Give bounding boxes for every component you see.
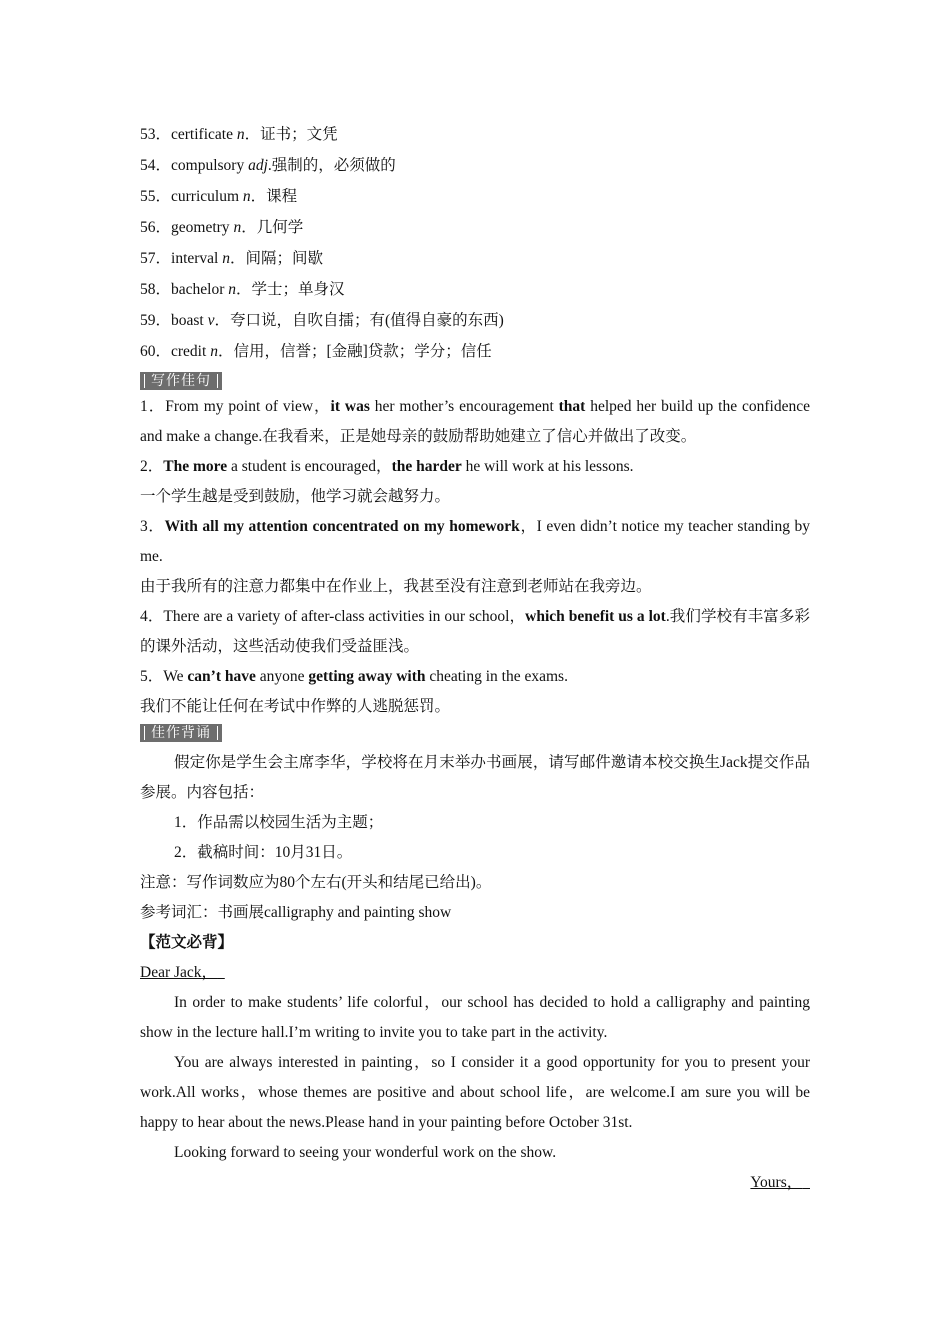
vocab-item: 55．curriculum n．课程: [140, 188, 298, 205]
sentences-section: [140, 392, 810, 722]
writing-task: [140, 748, 810, 928]
letter-closing: Yours，: [750, 1174, 803, 1191]
essay-paragraph: Looking forward to seeing your wonderful work on the show.: [174, 1144, 557, 1161]
document-page: [140, 122, 810, 1198]
letter-greeting: Dear Jack，: [140, 964, 218, 981]
vocab-item: 53．certificate n．证书；文凭: [140, 126, 338, 143]
vocab-item: 60．credit n．信用，信誉；[金融]贷款；学分；信任: [140, 343, 492, 360]
sentence-3: 3．With all my attention concentrated on my homework，I even didn’t notice my teacher standing by me.: [140, 518, 810, 565]
section-tag-writing-sentences: 写作佳句: [140, 372, 222, 390]
sentence-5: 5．We can’t have anyone getting away with cheating in the exams.: [140, 668, 568, 685]
vocab-item: 59．boast v．夸口说，自吹自擂；有(值得自豪的东西): [140, 312, 504, 329]
essay-paragraph: In order to make students’ life colorful，our school has decided to hold a calligraphy and painting show in the lecture hall.I’m writing to invite you to take part in the activity.: [140, 994, 810, 1041]
model-essay-heading: 【范文必背】: [140, 934, 234, 951]
task-item: 1．作品需以校园生活为主题；: [174, 814, 384, 831]
model-essay: [140, 928, 810, 1198]
task-prompt: 假定你是学生会主席李华，学校将在月末举办书画展，请写邮件邀请本校交换生Jack提交作品参展。内容包括：: [140, 754, 810, 801]
vocab-list: [140, 122, 810, 370]
task-reference-vocab: 参考词汇：书画展calligraphy and painting show: [140, 904, 452, 921]
section-tag-model-essay: 佳作背诵: [140, 724, 222, 742]
vocab-item: 57．interval n．间隔；间歇: [140, 250, 323, 267]
sentence-5-translation: 我们不能让任何在考试中作弊的人逃脱惩罚。: [140, 698, 451, 715]
task-note: 注意：写作词数应为80个左右(开头和结尾已给出)。: [140, 874, 492, 891]
sentence-4: 4．There are a variety of after-class activities in our school，which benefit us a lot.我们学校有丰富多彩的课外活动，这些活动使我们受益匪浅。: [140, 608, 810, 655]
sentence-3-translation: 由于我所有的注意力都集中在作业上，我甚至没有注意到老师站在我旁边。: [140, 578, 652, 595]
sentence-2-translation: 一个学生越是受到鼓励，他学习就会越努力。: [140, 488, 451, 505]
vocab-item: 54．compulsory adj.强制的，必须做的: [140, 157, 396, 174]
sentence-2: 2．The more a student is encouraged，the harder he will work at his lessons.: [140, 458, 634, 475]
vocab-item: 58．bachelor n．学士；单身汉: [140, 281, 345, 298]
sentence-1: 1．From my point of view，it was her mother’s encouragement that helped her build up the confidence and make a change.在我看来，正是她母亲的鼓励帮助她建立了信心并做出了改变。: [140, 398, 810, 445]
essay-paragraph: You are always interested in painting，so I consider it a good opportunity for you to present your work.All works，whose themes are positive and about school life，are welcome.I am sure you will be happy to hear about the news.Please hand in your painting before October 31st.: [140, 1054, 810, 1131]
task-item: 2．截稿时间：10月31日。: [174, 844, 353, 861]
vocab-item: 56．geometry n．几何学: [140, 219, 304, 236]
